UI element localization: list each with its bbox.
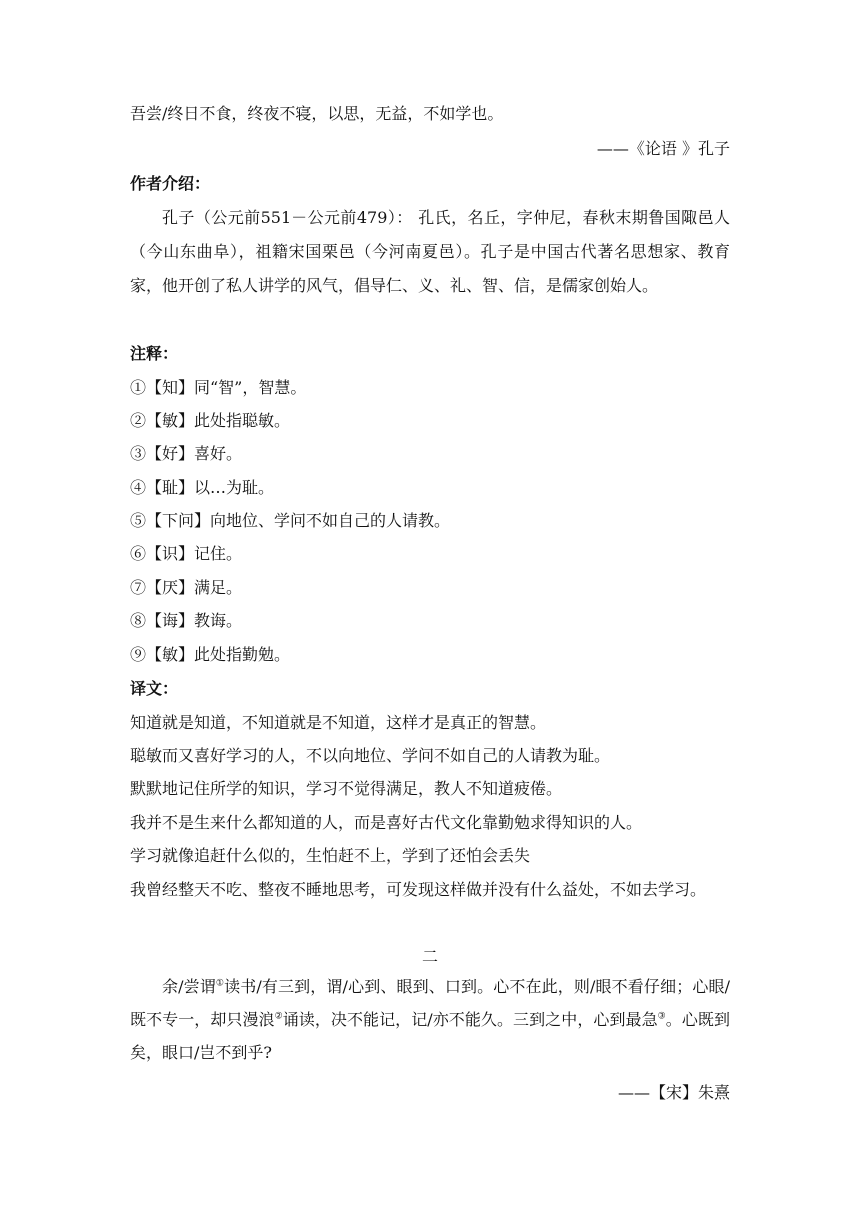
notes-heading: 注释： (130, 344, 179, 363)
translation-line: 我并不是生来什么都知道的人，而是喜好古代文化靠勤勉求得知识的人。 (130, 813, 643, 832)
note-item: ④【耻】以…为耻。 (130, 478, 275, 497)
passage-text: 。心既到矣，眼口/岂不到乎? (130, 1010, 730, 1062)
note-item: ①【知】同“智”，智慧。 (130, 378, 307, 397)
author-paragraph: 孔子（公元前551－公元前479）： 孔氏，名丘，字仲尼，春秋末期鲁国陬邑人（今山东曲阜），祖籍宋国栗邑（今河南夏邑）。孔子是中国古代著名思想家、教育家，他开创了私人讲学的风气，倡导仁、义、礼、智、信，是儒家创始人。 (130, 208, 730, 295)
footnote-marker: ① (215, 978, 225, 989)
passage-text: 读书/有三到，谓/心到、眼到、口到。心不在此，则/眼不看仔细；心眼/既不专一，却只漫浪 (130, 977, 730, 1029)
passage-text: 余/尝谓 (162, 977, 216, 996)
note-item: ③【好】喜好。 (130, 444, 243, 463)
footnote-marker: ② (274, 1011, 283, 1022)
note-item: ⑤【下问】向地位、学问不如自己的人请教。 (130, 511, 451, 530)
translation-line: 默默地记住所学的知识，学习不觉得满足，教人不知道疲倦。 (130, 779, 563, 798)
translation-line: 聪敏而又喜好学习的人，不以向地位、学问不如自己的人请教为耻。 (130, 746, 611, 765)
translation-line: 知道就是知道，不知道就是不知道，这样才是真正的智慧。 (130, 713, 547, 732)
note-item: ⑦【厌】满足。 (130, 578, 243, 597)
zhuxi-source: ——【宋】朱熹 (617, 1083, 730, 1102)
zhuxi-paragraph (130, 970, 730, 1069)
footnote-marker: ③ (657, 1011, 666, 1022)
note-item: ⑥【识】记住。 (130, 544, 243, 563)
translation-heading: 译文： (130, 679, 179, 698)
quote-line: 吾尝/终日不食，终夜不寝，以思，无益，不如学也。 (130, 104, 504, 123)
note-item: ⑧【诲】教诲。 (130, 611, 243, 630)
note-item: ⑨【敏】此处指勤勉。 (130, 645, 291, 664)
translation-line: 我曾经整天不吃、整夜不睡地思考，可发现这样做并没有什么益处，不如去学习。 (130, 880, 707, 899)
quote-source: ——《论语 》孔子 (596, 139, 730, 158)
note-item: ②【敏】此处指聪敏。 (130, 411, 291, 430)
translation-line: 学习就像追赶什么似的，生怕赶不上，学到了还怕会丢失 (130, 846, 531, 865)
passage-text: 诵读，决不能记，记/亦不能久。三到之中，心到最急 (282, 1010, 658, 1029)
section-number: 二 (421, 947, 438, 966)
author-heading: 作者介绍： (130, 174, 211, 193)
